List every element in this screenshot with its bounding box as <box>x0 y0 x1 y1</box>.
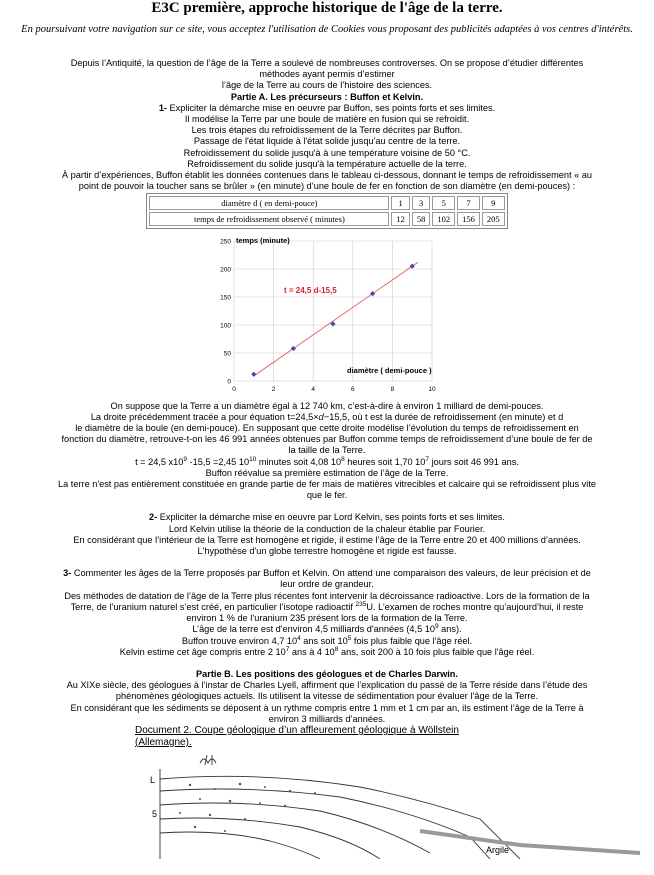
data-point <box>410 264 415 269</box>
answer-line: Lord Kelvin utilise la théorie de la conduction de la chaleur établie par Fourier. <box>168 523 486 534</box>
y-tick-label: 200 <box>220 266 231 274</box>
answer-line: Terre, de l’uranium naturel s’est créé, en particulier l’isotope radioactif $^{235}$U. L’examen de roches montre qu’aujourd’hui, il reste <box>70 600 584 612</box>
y-tick-label: 100 <box>220 322 231 330</box>
answer-line: environ 3 milliards d’années. <box>268 713 386 724</box>
geological-section-sketch <box>0 749 654 859</box>
x-tick-label: 2 <box>271 386 276 394</box>
table-cell: 9 <box>482 196 505 210</box>
document-2-title-line: Document 2. Coupe géologique d’un affleurement géologique à Wöllstein <box>135 724 459 736</box>
table-cell: temps de refroidissement observé ( minutes) <box>149 212 389 226</box>
y-tick-label: 250 <box>220 238 231 246</box>
chart-svg <box>212 235 442 395</box>
question-3: 3- Commenter les âges de la Terre proposés par Buffon et Kelvin. On attend une comparaison des valeurs, de leur précision et de <box>63 568 591 579</box>
table-cell: diamètre d ( en demi-pouce) <box>149 196 389 210</box>
table-row <box>149 196 504 210</box>
table-cell: 7 <box>457 196 480 210</box>
x-tick-label: 10 <box>428 386 436 394</box>
answer-line: Buffon trouve environ 4,7 $10^4$ ans soit $10^5$ fois plus faible que l'âge réel. <box>181 634 473 646</box>
data-point <box>291 346 296 351</box>
table-cell: 3 <box>412 196 431 210</box>
part-a-heading: Partie A. Les précurseurs : Buffon et Kelvin. <box>230 91 424 102</box>
answer-line: Il modélise la Terre par une boule de matière en fusion qui se refroidit. <box>184 114 470 125</box>
x-tick-label: 6 <box>350 386 355 394</box>
table-cell: 58 <box>412 212 431 226</box>
calc-line: La terre n'est pas entièrement constituée en grande partie de fer mais de matières vitrecibles et calcaire qui se refroidissent plus vite <box>58 479 596 490</box>
intro-line: Depuis l’Antiquité, la question de l’âge de la Terre a soulevé de nombreuses controverses. On se propose d’étudier différentes <box>70 58 584 68</box>
intro-line: l’âge de la Terre au cours de l’histoire des sciences. <box>221 80 433 91</box>
fit-equation-label: t = 24,5 d-15,5 <box>284 286 337 296</box>
buffon-data-table <box>146 193 507 229</box>
answer-line: L'hypothèse d'un globe terrestre homogène et rigide est fausse. <box>197 546 457 557</box>
question-2: 2- Expliciter la démarche mise en oeuvre par Lord Kelvin, ses points forts et ses limites. <box>149 512 505 523</box>
answer-line: Refroidissement du solide jusqu'à à une température voisine de 50 °C. <box>183 147 471 158</box>
intro-line: méthodes ayant permis d’estimer <box>259 69 395 80</box>
table-cell: 1 <box>391 196 410 210</box>
answer-line: Les trois étapes du refroidissement de la Terre décrites par Buffon. <box>191 125 463 136</box>
question-1: 1- Expliciter la démarche mise en oeuvre par Buffon, ses points forts et ses limites. <box>158 102 496 113</box>
cookie-notice: En poursuivant votre navigation sur ce site, vous acceptez l'utilisation de Cookies vous proposant des publicités adaptées à vos centres d'intérêts. <box>21 24 633 35</box>
table-cell: 205 <box>482 212 505 226</box>
table-cell: 156 <box>457 212 480 226</box>
answer-line: Kelvin estime cet âge compris entre 2 $10^7$ ans à 4 $10^8$ ans, soit 200 à 10 fois plus faible que l'âge réel. <box>119 645 535 657</box>
answer-line: point de pouvoir la toucher sans se brûler » (en minute) d’une boule de fer en fonction de son diamètre (en demi-pouces) : <box>78 181 576 192</box>
main-content <box>0 58 654 725</box>
data-point <box>251 372 256 377</box>
regression-line <box>254 263 418 377</box>
x-axis-label: diamètre ( demi-pouce ) <box>347 366 432 376</box>
calc-line: que le fer. <box>306 490 348 501</box>
table-cell: 102 <box>432 212 455 226</box>
sketch-label-l: L <box>150 774 156 785</box>
calc-line: La droite précédemment tracée a pour équation t=24,5×𝑑−15,5, où t est la durée de refroidissement (en minute) et d <box>90 411 564 422</box>
cooling-chart <box>212 235 442 398</box>
x-tick-label: 0 <box>232 386 236 394</box>
x-tick-label: 4 <box>311 386 316 394</box>
table-row <box>149 212 504 226</box>
answer-line: En considérant que l’intérieur de la Terre est homogène et rigide, il estime l’âge de la Terre entre 20 et 400 millions d’années. <box>73 534 581 545</box>
calc-line: le diamètre de la boule (en demi-pouce). En supposant que cette droite modélise l’évolution du temps de refroidissement en <box>75 423 579 434</box>
calc-line: fonction du diamètre, retrouve-t-on les 46 991 années obtenues par Buffon comme temps de refroidissement d’une boule de fer de <box>61 434 593 445</box>
question-3-cont: leur ordre de grandeur. <box>280 579 374 590</box>
answer-line: environ 1 % de l’uranium 235 présent lors de la formation de la Terre. <box>186 613 468 624</box>
y-tick-label: 50 <box>223 350 231 358</box>
sketch-svg <box>0 749 654 859</box>
table-cell: 5 <box>432 196 455 210</box>
answer-line: Passage de l'état liquide à l'état solide jusqu'au centre de la terre. <box>193 136 461 147</box>
calc-line: Buffon réévalue sa première estimation de l’âge de la Terre. <box>205 467 449 478</box>
sketch-label-5: 5 <box>152 808 158 819</box>
answer-line: Des méthodes de datation de l’âge de la Terre plus récentes font intervenir la décroissance radioactive. Lors de la formation de la <box>64 590 590 601</box>
answer-line: À partir d’expériences, Buffon établit les données contenues dans le tableau ci-dessous, donnant le temps de refroidissement « au <box>62 170 592 181</box>
y-tick-label: 150 <box>220 294 231 302</box>
sketch-label-argile: Argile <box>486 844 510 855</box>
answer-line: En considérant que les sédiments se déposent à un rythme compris entre 1 mm et 1 cm par an, ils estiment l’âge de la Terre à <box>70 702 584 713</box>
calc-line: On suppose que la Terre a un diamètre égal à 12 740 km, c’est-à-dire à environ 1 milliard de demi-pouces. <box>110 400 544 411</box>
answer-line: Au XIXe siècle, des géologues à l’instar de Charles Lyell, affirment que l’explication du passé de la Terre réside dans l’étude des <box>66 680 588 691</box>
answer-line: phénomènes géologiques actuels. Ils utilisent la vitesse de sédimentation pour évaluer l’âge de la Terre. <box>115 691 539 702</box>
x-tick-label: 8 <box>390 386 395 394</box>
table-cell: 12 <box>391 212 410 226</box>
y-tick-label: 0 <box>227 378 231 386</box>
part-b-heading: Partie B. Les positions des géologues et de Charles Darwin. <box>196 668 458 679</box>
document-2-title <box>0 725 654 749</box>
calc-result: t = 24,5 $x10^9$ -15,5 =2,45 $10^{10}$ minutes soit 4,08 $10^8$ heures soit 1,70 $10^7$ jours soit 46 991 ans. <box>135 455 519 467</box>
calc-line: la taille de la Terre. <box>288 445 366 456</box>
document-2-title-line: (Allemagne). <box>135 736 192 748</box>
answer-line: Refroidissement du solide jusqu'à la température actuelle de la terre. <box>187 158 467 169</box>
page-title: E3C première, approche historique de l'âge de la terre. <box>151 0 503 16</box>
data-point <box>370 291 375 296</box>
chart-grid <box>234 241 432 381</box>
answer-line: L’âge de la terre est d'environ 4,5 milliards d'années (4,5 $10^9$ ans). <box>192 623 462 635</box>
y-axis-label: temps (minute) <box>236 236 290 246</box>
chart-points <box>251 264 415 377</box>
